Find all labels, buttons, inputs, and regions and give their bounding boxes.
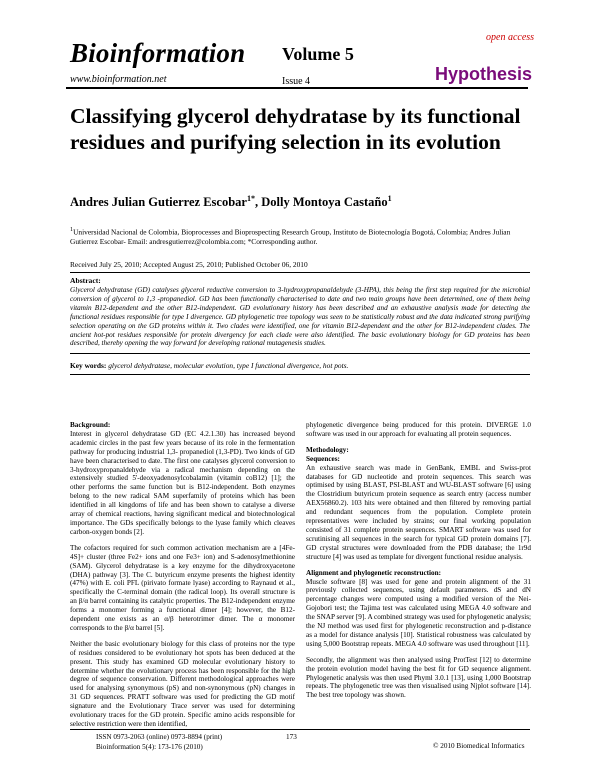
alignment-paragraph-2: Secondly, the alignment was then analysed using ProtTest [12] to determine the protein evolution model having the best fit for GD sequence alignment. Phylogenetic analysis was then used Phyml 3.0.1 [13], using 1,000 Bootstrap repeats. The phylogenetic tree was then visualised using Njplot software [14]. The best tree topology was shown. <box>306 655 531 700</box>
publication-dates: Received July 25, 2010; Accepted August 25, 2010; Published October 06, 2010 <box>70 260 308 269</box>
background-heading: Background: <box>70 421 111 429</box>
open-access-label: open access <box>486 32 535 43</box>
article-type: Hypothesis <box>435 64 533 84</box>
page-number: 173 <box>286 733 297 741</box>
journal-url[interactable]: www.bioinformation.net <box>70 74 167 85</box>
background-paragraph-1: Interest in glycerol dehydratase GD (EC 4.2.1.30) has increased beyond academic circles in the past few years because of its role in the fermentation pathway for producing industrial 1,3- propanediol (1,3-PD). Two kinds of GD have been characterised to date. The first one catalyses glycerol conversion to 3-hydroxypropanaldehyde via a radical mechanism depending on the extensively studied 5'-deoxyadenosylcobalamin (vitamin coB12) [1]; the other performs the same function but is B12-independent. Both enzymes belong to the new radical SAM superfamily of proteins which has been identified in all kingdoms of life and has been shown to catalyse a diverse array of chemical reactions, having significant medical and biotechnological importance. The GDs specifically belongs to the lyase family which cleaves carbon-oxygen bonds [2]. <box>70 429 295 536</box>
footer-rule <box>70 729 530 730</box>
abstract-top-rule <box>70 272 530 273</box>
abstract-text: Glycerol dehydratase (GD) catalyses glycerol reductive conversion to 3-hydroxypropanaldehyde (3-HPA), this being the first step required for the microbial conversion of glycerol to 1,3 -propanediol. GD has been functionally characterised to date and two main groups have been determined, one of them being vitamin B12-dependent and the other B12-independent. GD evolutionary history has been described and an exhaustive analysis made for detecting the functional residues responsible for type I divergence. GD phylogenetic tree topology was seen to be statistically robust and the data indicated strong purifying selection operating on the GD proteins within it. Two clades were identified, one for vitamin B12-dependent and the other for B12-independent clades. The ancient hot-pot residues responsible for protein divergency for each clade were also identified. The basic evolutionary biology for GD proteins has been described, thereby opening the way forward for developing rational mutagenesis studies. <box>70 286 530 348</box>
background-paragraph-2: The cofactors required for such common activation mechanism are a [4Fe-4S]+ cluster (three Fe2+ ions and one Fe3+ ion) and S-adenosylmethionine (SAM). Glycerol dehydratase is a key enzyme for the dihydroxyacetone (DHA) pathway [3]. The C. butyricum enzyme presents the highest identity (47%) with E. coli PFL (pirivato formate lyase) according to Raynaud et al., specifically the C-terminal domain (the radical loop). Its overall structure is an β/α barrel containing its catalytic properties. The B12-independent enzyme forms a monomer forming a functional dimer [4]; however, the B12-dependent one exists as an α/β heterotrimer dimer. The α monomer corresponds to the β/α barrel [5]. <box>70 543 295 632</box>
header-rule <box>66 87 528 89</box>
footer-left <box>96 733 222 752</box>
sequences-paragraph: An exhaustive search was made in GenBank, EMBL and Swiss-prot databases for GD nucleotide and protein sequences. This search was optimised by using BLAST, PSI-BLAST and WU-BLAST software [6] using the Clostridium butyricum protein sequence as search entry (access number AEX56860.2). 103 hits were obtained and then filtered by removing partial and redundant sequences from the population. Complete protein representatives were included by strains; our final working population consisted of 31 complete protein sequences. SMART software was used for scrutinising all sequences in the search for typical GD protein domains [7]. GD crystal structures were downloaded from the PDB database; the 1r9d structure [4] was used as template for divergent functional residue analysis. <box>306 463 531 561</box>
copyright: © 2010 Biomedical Informatics <box>433 742 525 750</box>
author-separator: , <box>254 195 262 210</box>
keywords: Key words: glycerol dehydratase, molecular evolution, type I functional divergence, hot pots. <box>70 361 349 370</box>
keywords-rule <box>70 374 530 375</box>
issn: ISSN 0973-2063 (online) 0973-8894 (print) <box>96 733 223 741</box>
author-2: Dolly Montoya Castaño <box>261 195 388 210</box>
right-column <box>306 421 531 707</box>
alignment-heading: Alignment and phylogenetic reconstruction: <box>306 568 442 577</box>
sequences-heading: Sequences: <box>306 454 340 463</box>
abstract-heading: Abstract: <box>70 276 101 285</box>
journal-name: Bioinformation <box>70 38 246 68</box>
citation: Bioinformation 5(4): 173-176 (2010) <box>96 742 203 751</box>
alignment-paragraph-1: Muscle software [8] was used for gene and protein alignment of the 31 previously collected sequences, using default parameters. dS and dN percentage changes were computed using a modified version of the Nei-Gojobori test; the Tajima test was calculated using MEGA 4.0 software and the SNAP server [9]. A combined strategy was used for phylogenetic analysis; the NJ method was used first for phylogenetic reconstruction and p-distance as a model for distance analysis [10]. Statistical robustness was calculated by using 5,000 Bootstrap repeats. MEGA 4.0 software was used throughout [11]. <box>306 577 531 648</box>
author-1: Andres Julian Gutierrez Escobar <box>70 195 247 210</box>
author-list <box>70 194 392 210</box>
issue-label: Issue 4 <box>282 76 311 87</box>
author-2-affiliation-mark: 1 <box>387 194 392 203</box>
affiliation: $^1$Universidad Nacional de Colombia, Bioprocesses and Bioprospecting Research Group, Instituto de Biotecnología Bogotá, Colombia; Andres Julian Gutierrez Escobar- Email: andresgutierrez@colombia.com; *Corresponding author. <box>70 227 511 246</box>
left-column <box>70 421 295 736</box>
methodology-heading: Methodology: <box>306 445 349 454</box>
background-paragraph-3: Neither the basic evolutionary biology for this class of proteins nor the type of residues considered to be evolutionary hot spots has been deduced at the present. This study has examined GD molecular evolutionary history to determine whether the evolutionary process has been responsible for the high degree of sequence conservation. Different methodological approaches were used for analysing synonymous (pS) and non-synonymous (pN) changes in 31 GD sequences. PRATT software was used for predicting the GD motif signature and the Evolutionary Trace server was used for determining evolutionary traces for the GD protein. Specific amino acids responsible for selective restriction were then identified, <box>70 639 295 728</box>
volume-label: Volume 5 <box>282 44 354 64</box>
article-title: Classifying glycerol dehydratase by its functional residues and purifying selection in its evolution <box>70 104 521 154</box>
abstract-bottom-rule <box>70 353 530 354</box>
continued-paragraph: phylogenetic divergence being produced for this protein. DIVERGE 1.0 software was used in our approach for evaluating all protein sequences. <box>306 421 531 438</box>
author-1-affiliation-mark: 1* <box>246 194 255 203</box>
